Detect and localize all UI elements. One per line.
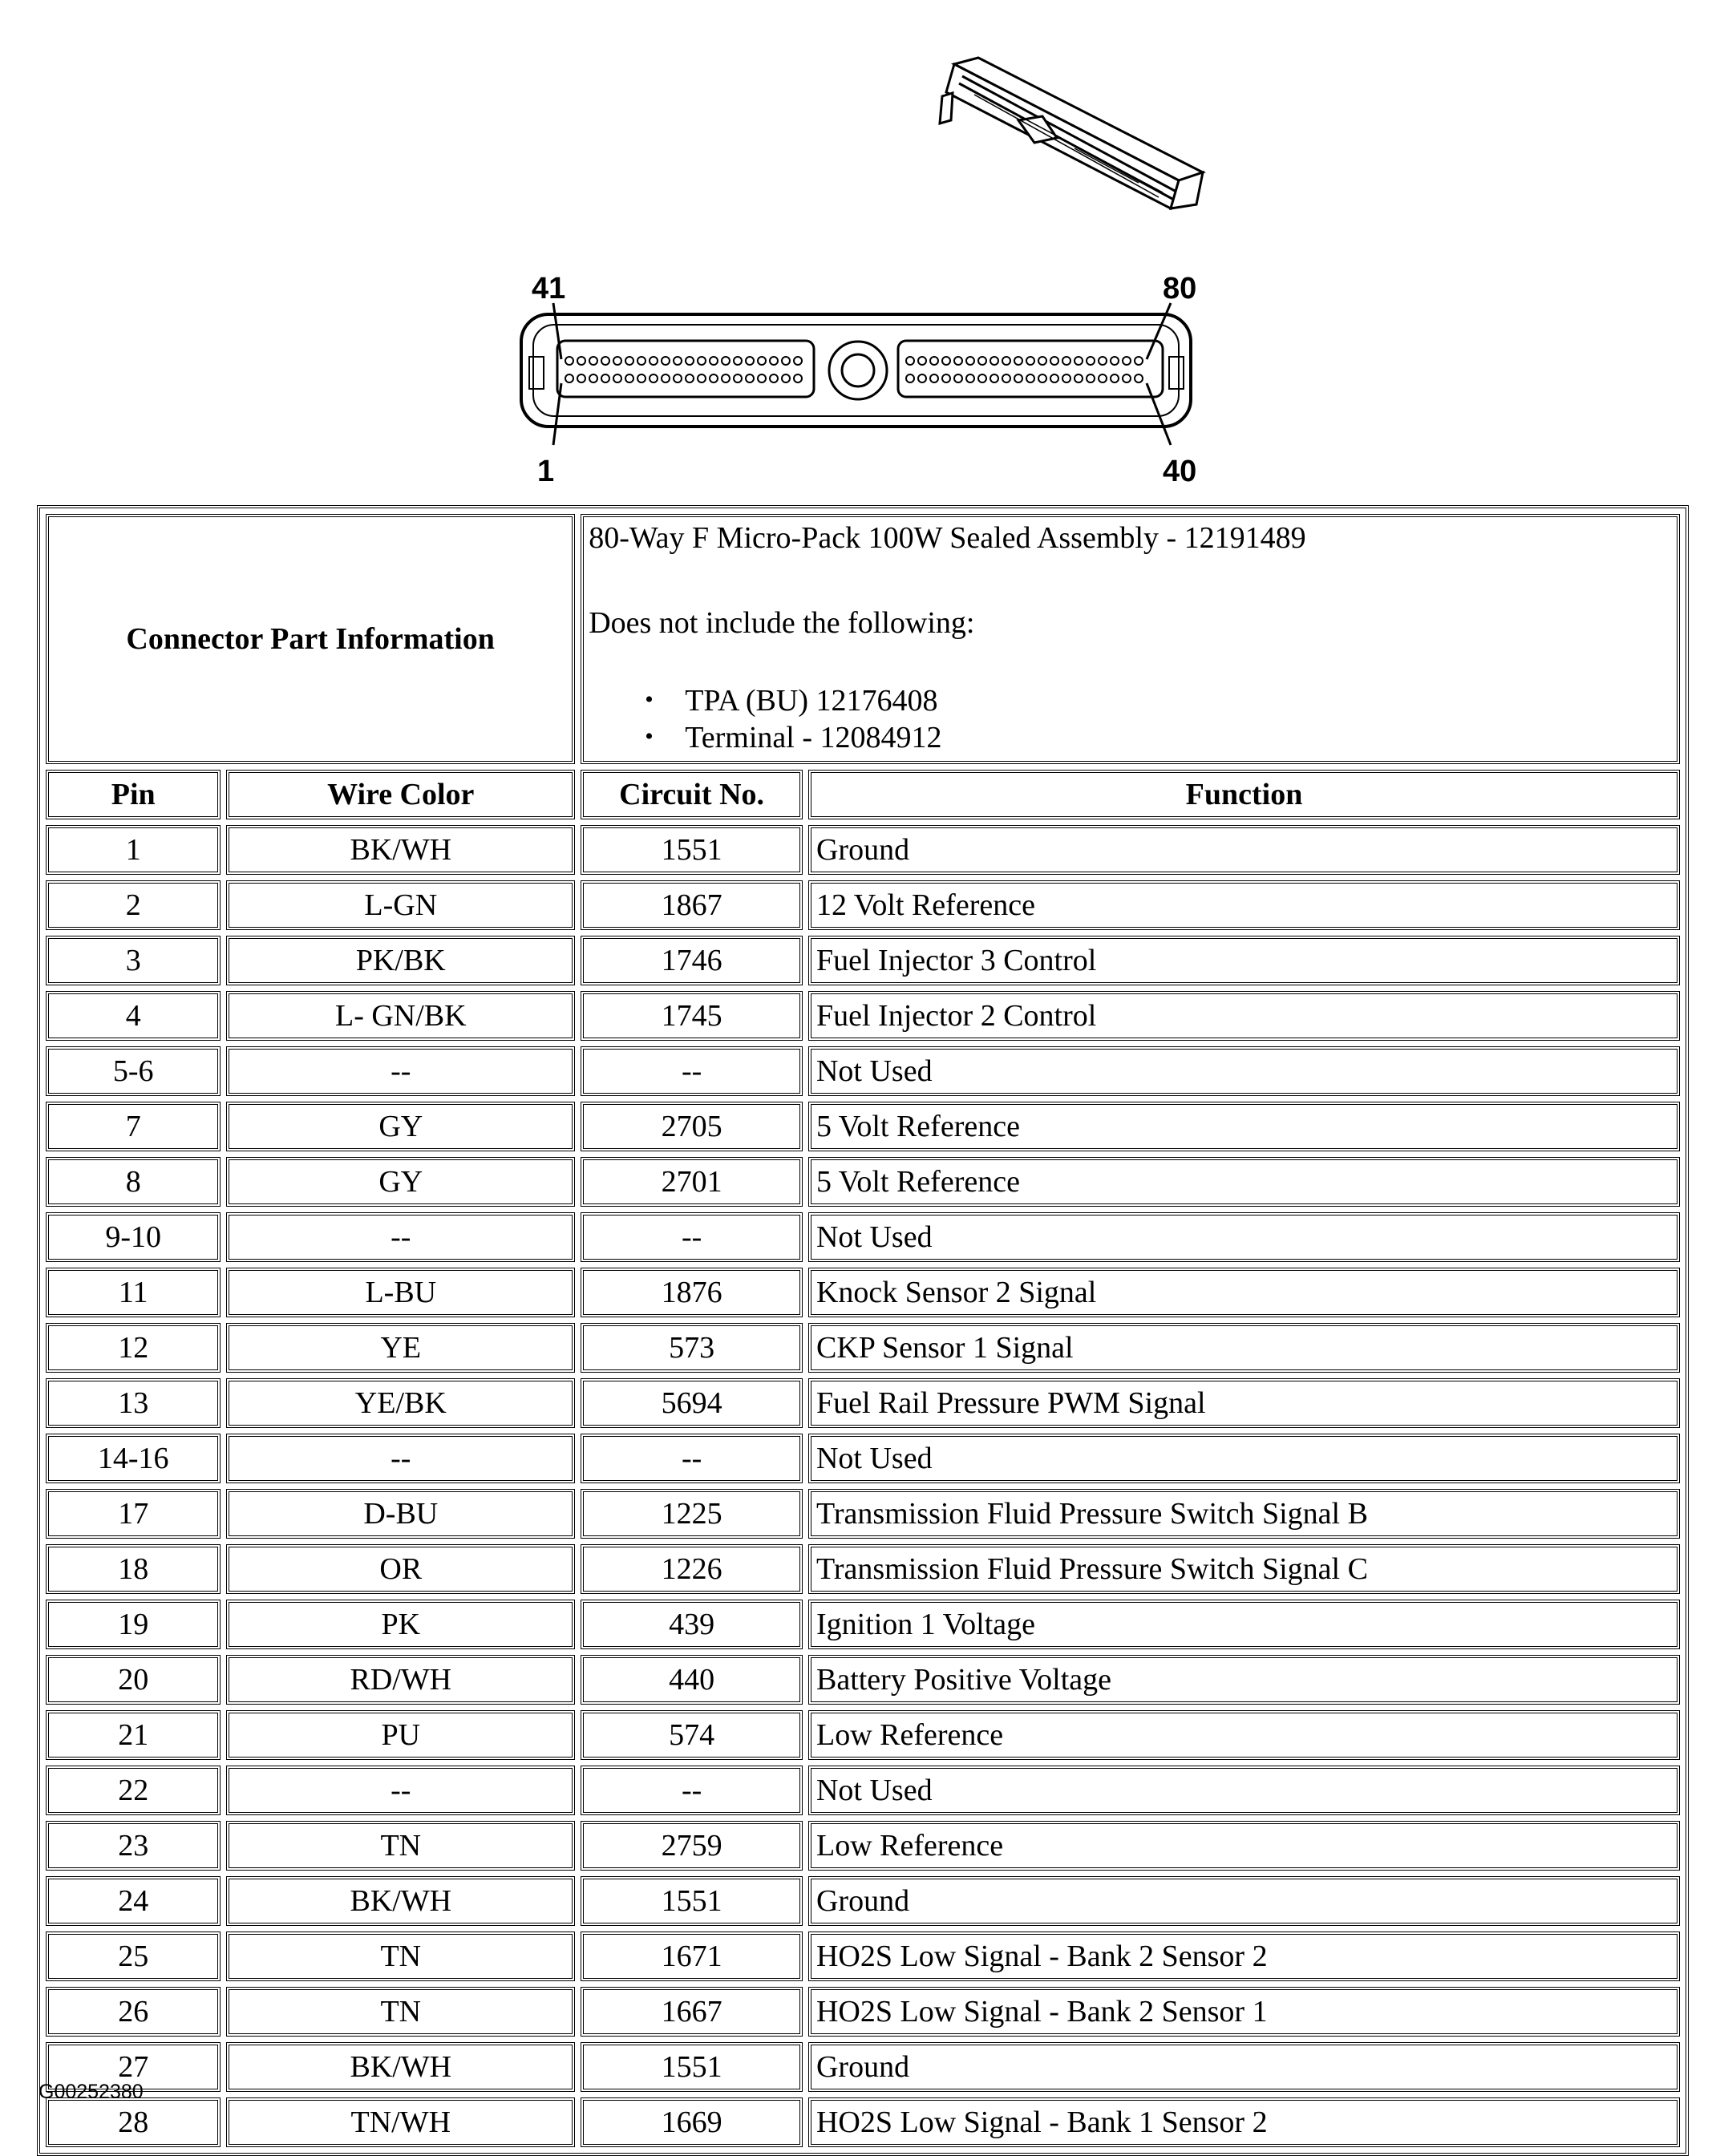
exclusion-note: Does not include the following: [589, 606, 975, 640]
wire-color-cell: GY [226, 1157, 575, 1207]
table-row [46, 991, 1680, 1041]
figure-code: G00252380 [38, 2081, 144, 2103]
wire-color-cell: OR [226, 1544, 575, 1594]
function-cell: 12 Volt Reference [808, 880, 1680, 930]
pin-cell: 11 [46, 1268, 221, 1317]
circuit-no-cell: 2701 [581, 1157, 803, 1207]
table-row [46, 1600, 1680, 1649]
wire-color-cell: TN [226, 1987, 575, 2037]
table-row [46, 880, 1680, 930]
wire-color-cell: PU [226, 1710, 575, 1760]
wire-color-cell: L- GN/BK [226, 991, 575, 1041]
connector-diagram [0, 0, 1720, 497]
function-cell: 5 Volt Reference [808, 1102, 1680, 1151]
circuit-no-cell: 439 [581, 1600, 803, 1649]
assembly-name: 80-Way F Micro-Pack 100W Sealed Assembly - 12191489 [589, 521, 1306, 555]
pin-cell: 26 [46, 1987, 221, 2037]
table-row [46, 1323, 1680, 1373]
connector-info-details [581, 514, 1680, 764]
function-cell: CKP Sensor 1 Signal [808, 1323, 1680, 1373]
pin-cell: 7 [46, 1102, 221, 1151]
circuit-no-cell: -- [581, 1766, 803, 1815]
connector-info-label-cell [46, 514, 575, 764]
table-row [46, 1932, 1680, 1981]
wire-color-cell: -- [226, 1046, 575, 1096]
function-cell: Not Used [808, 1046, 1680, 1096]
table-row [46, 1987, 1680, 2037]
pin-cell: 14-16 [46, 1434, 221, 1483]
circuit-no-cell: 1669 [581, 2097, 803, 2147]
table-row [46, 1268, 1680, 1317]
table-row [46, 2097, 1680, 2147]
function-cell: Ignition 1 Voltage [808, 1600, 1680, 1649]
pin-cell: 1 [46, 825, 221, 875]
excluded-parts-list [589, 682, 1672, 756]
wire-color-cell: PK [226, 1600, 575, 1649]
pin-cell: 2 [46, 880, 221, 930]
function-cell: Low Reference [808, 1821, 1680, 1871]
pin-cell: 17 [46, 1489, 221, 1539]
function-cell: HO2S Low Signal - Bank 2 Sensor 1 [808, 1987, 1680, 2037]
wire-color-cell: -- [226, 1212, 575, 1262]
wire-color-cell: TN/WH [226, 2097, 575, 2147]
header-function: Function [808, 770, 1680, 819]
function-cell: Transmission Fluid Pressure Switch Signal B [808, 1489, 1680, 1539]
connector-3d-illustration [940, 58, 1203, 208]
connector-info-row [46, 514, 1680, 764]
wire-color-cell: -- [226, 1434, 575, 1483]
circuit-no-cell: 1867 [581, 880, 803, 930]
function-cell: Fuel Injector 2 Control [808, 991, 1680, 1041]
pin-cell: 8 [46, 1157, 221, 1207]
function-cell: Not Used [808, 1434, 1680, 1483]
wire-color-cell: -- [226, 1766, 575, 1815]
table-row [46, 1046, 1680, 1096]
pin-cell: 12 [46, 1323, 221, 1373]
function-cell: HO2S Low Signal - Bank 1 Sensor 2 [808, 2097, 1680, 2147]
connector-face [521, 314, 1191, 427]
pin-cell: 25 [46, 1932, 221, 1981]
function-cell: Transmission Fluid Pressure Switch Signal C [808, 1544, 1680, 1594]
pin-cell: 5-6 [46, 1046, 221, 1096]
pin-cell: 20 [46, 1655, 221, 1705]
circuit-no-cell: 1667 [581, 1987, 803, 2037]
wire-color-cell: BK/WH [226, 2042, 575, 2092]
circuit-no-cell: 574 [581, 1710, 803, 1760]
wire-color-cell: L-GN [226, 880, 575, 930]
wire-color-cell: YE/BK [226, 1378, 575, 1428]
function-cell: Low Reference [808, 1710, 1680, 1760]
table-row [46, 1544, 1680, 1594]
table-row [46, 1766, 1680, 1815]
pin-cell: 23 [46, 1821, 221, 1871]
pin-cell: 4 [46, 991, 221, 1041]
function-cell: Not Used [808, 1212, 1680, 1262]
function-cell: Ground [808, 2042, 1680, 2092]
pin-cell: 21 [46, 1710, 221, 1760]
table-row [46, 1378, 1680, 1428]
circuit-no-cell: 5694 [581, 1378, 803, 1428]
header-wire-color: Wire Color [226, 770, 575, 819]
table-row [46, 1212, 1680, 1262]
wire-color-cell: D-BU [226, 1489, 575, 1539]
circuit-no-cell: 1746 [581, 936, 803, 985]
header-pin: Pin [46, 770, 221, 819]
excluded-part-item: • Terminal - 12084912 [685, 719, 1672, 756]
wire-color-cell: BK/WH [226, 825, 575, 875]
circuit-no-cell: 1551 [581, 2042, 803, 2092]
function-cell: Not Used [808, 1766, 1680, 1815]
table-row [46, 936, 1680, 985]
wire-color-cell: YE [226, 1323, 575, 1373]
pin-cell: 28 [46, 2097, 221, 2147]
circuit-no-cell: 2705 [581, 1102, 803, 1151]
table-row [46, 1821, 1680, 1871]
circuit-no-cell: -- [581, 1046, 803, 1096]
table-row [46, 825, 1680, 875]
circuit-no-cell: -- [581, 1434, 803, 1483]
table-row [46, 1710, 1680, 1760]
circuit-no-cell: 573 [581, 1323, 803, 1373]
excluded-part-item: • TPA (BU) 12176408 [685, 682, 1672, 719]
wire-color-cell: PK/BK [226, 936, 575, 985]
pin-cell: 22 [46, 1766, 221, 1815]
table-row [46, 1434, 1680, 1483]
circuit-no-cell: 1745 [581, 991, 803, 1041]
pin-cell: 18 [46, 1544, 221, 1594]
circuit-no-cell: 1226 [581, 1544, 803, 1594]
pin-label-80: 80 [1163, 272, 1197, 305]
wire-color-cell: GY [226, 1102, 575, 1151]
pin-cell: 3 [46, 936, 221, 985]
function-cell: Ground [808, 825, 1680, 875]
function-cell: 5 Volt Reference [808, 1157, 1680, 1207]
function-cell: HO2S Low Signal - Bank 2 Sensor 2 [808, 1932, 1680, 1981]
pin-cell: 27 [46, 2042, 221, 2092]
function-cell: Knock Sensor 2 Signal [808, 1268, 1680, 1317]
circuit-no-cell: 440 [581, 1655, 803, 1705]
table-row [46, 1102, 1680, 1151]
pin-cell: 24 [46, 1876, 221, 1926]
circuit-no-cell: 1551 [581, 825, 803, 875]
circuit-no-cell: 1225 [581, 1489, 803, 1539]
function-cell: Battery Positive Voltage [808, 1655, 1680, 1705]
pin-cell: 19 [46, 1600, 221, 1649]
circuit-no-cell: 1876 [581, 1268, 803, 1317]
table-row [46, 1157, 1680, 1207]
circuit-no-cell: 2759 [581, 1821, 803, 1871]
table-row [46, 1489, 1680, 1539]
table-row [46, 1876, 1680, 1926]
wire-color-cell: L-BU [226, 1268, 575, 1317]
function-cell: Ground [808, 1876, 1680, 1926]
circuit-no-cell: -- [581, 1212, 803, 1262]
function-cell: Fuel Rail Pressure PWM Signal [808, 1378, 1680, 1428]
function-cell: Fuel Injector 3 Control [808, 936, 1680, 985]
pin-cell: 9-10 [46, 1212, 221, 1262]
connector-info-label: Connector Part Information [126, 622, 495, 656]
table-row [46, 2042, 1680, 2092]
pin-cell: 13 [46, 1378, 221, 1428]
header-circuit-no: Circuit No. [581, 770, 803, 819]
connector-pinout-table [37, 505, 1689, 2156]
circuit-no-cell: 1551 [581, 1876, 803, 1926]
circuit-no-cell: 1671 [581, 1932, 803, 1981]
pin-label-1: 1 [537, 455, 555, 488]
wire-color-cell: TN [226, 1932, 575, 1981]
table-row [46, 1655, 1680, 1705]
table-header-row [46, 770, 1680, 819]
wire-color-cell: BK/WH [226, 1876, 575, 1926]
pin-label-40: 40 [1163, 455, 1197, 488]
pin-label-41: 41 [532, 272, 566, 305]
wire-color-cell: TN [226, 1821, 575, 1871]
wire-color-cell: RD/WH [226, 1655, 575, 1705]
